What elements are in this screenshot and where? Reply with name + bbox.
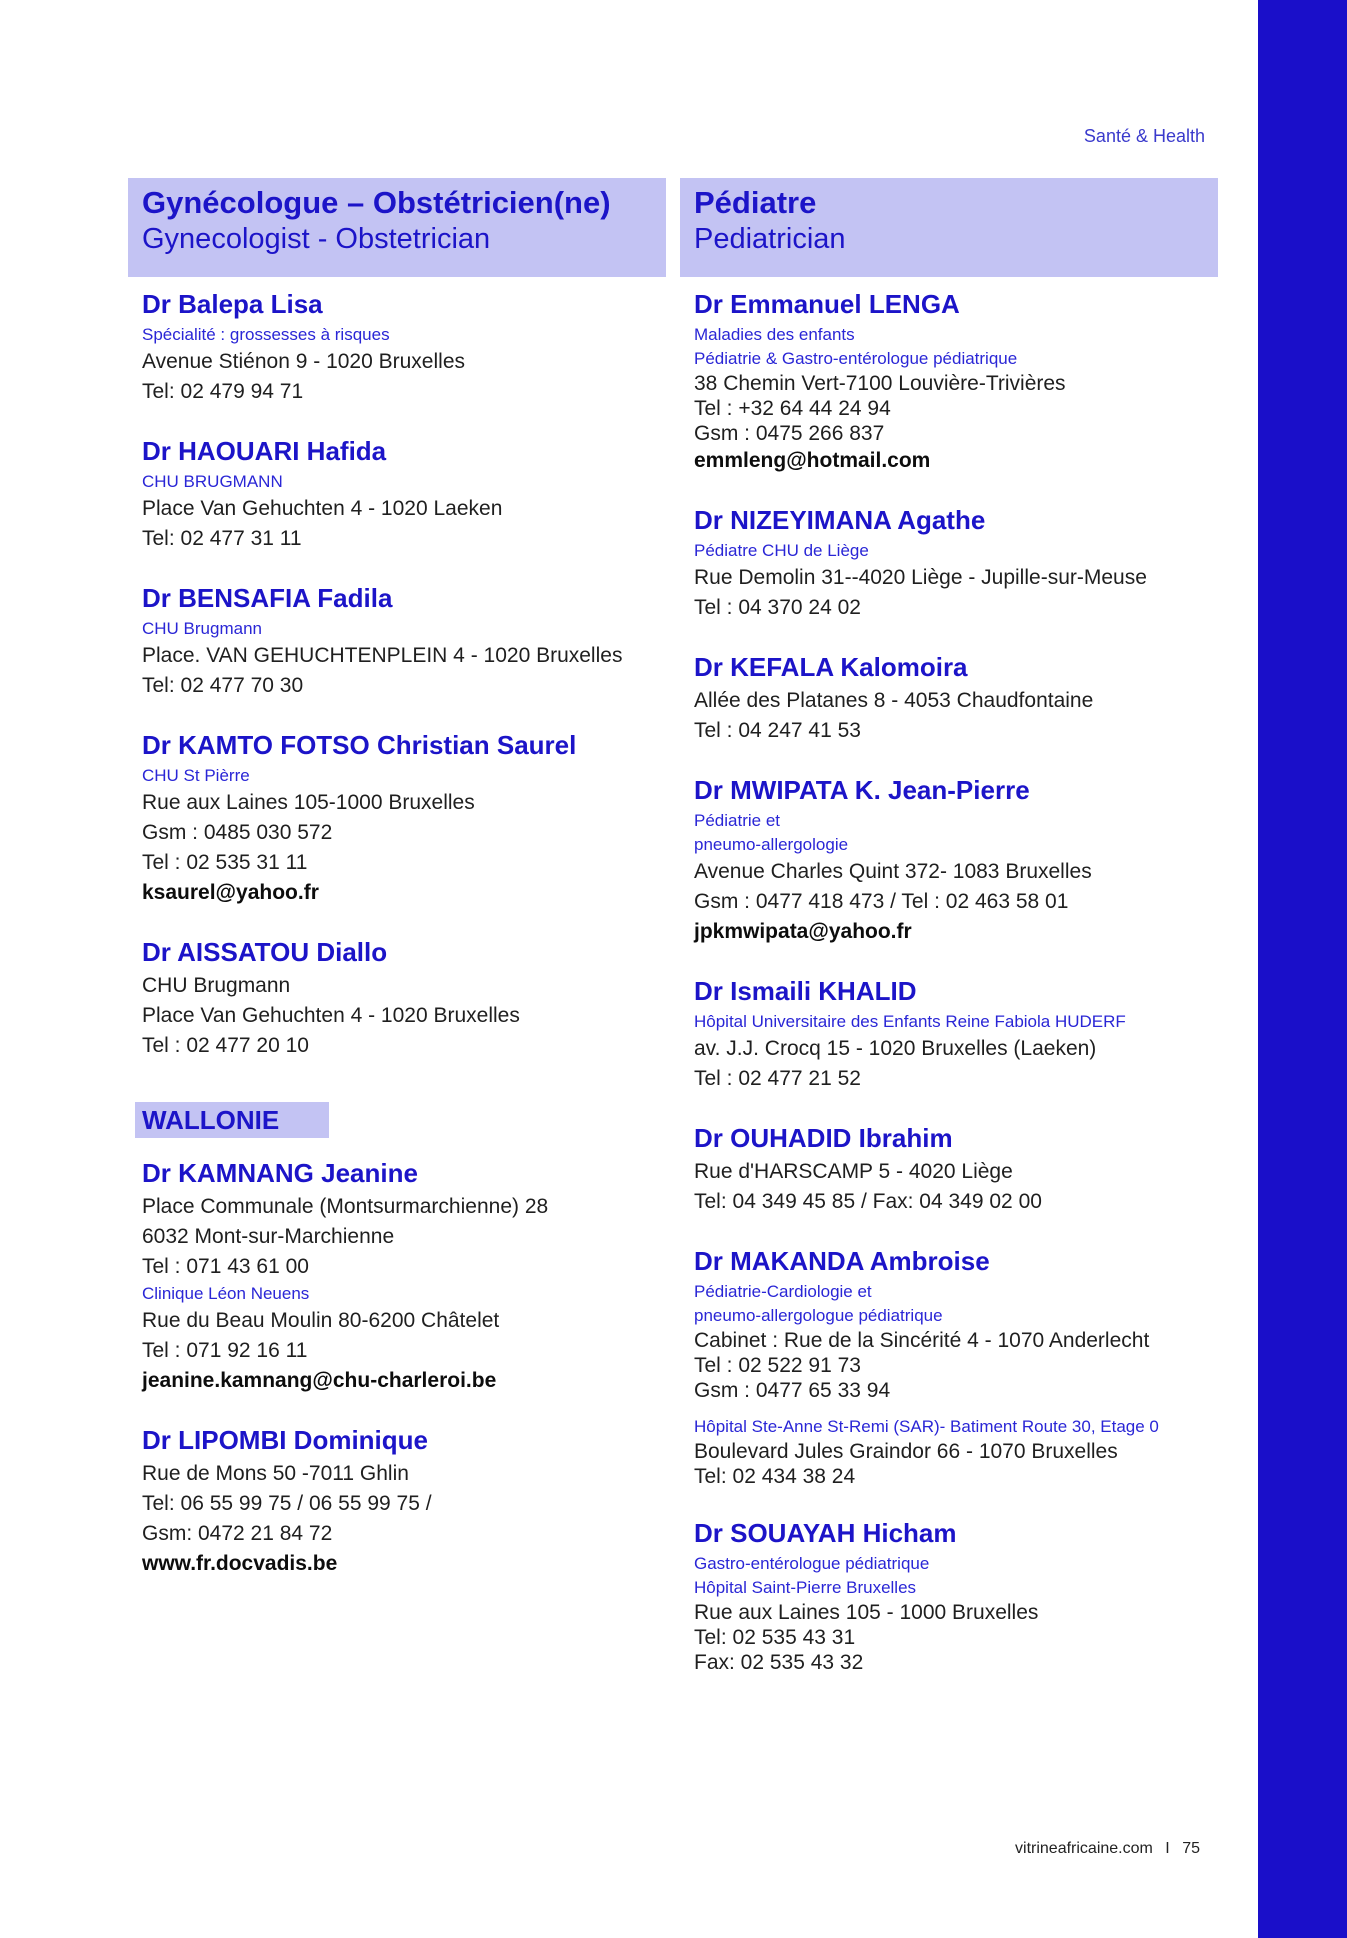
doctor-phone: Tel: 02 479 94 71 [142,380,304,403]
doctor-address: Allée des Platanes 8 - 4053 Chaudfontaine [694,689,1094,712]
section-tag: Santé & Health [1083,126,1205,146]
doctor-entry [694,1121,1204,1217]
doctor-email[interactable]: ksaurel@yahoo.fr [142,881,319,904]
doctor-name: Dr KAMTO FOTSO Christian Saurel [142,730,577,760]
doctor-address: Rue Demolin 31--4020 Liège - Jupille-sur-Meuse [694,566,1147,589]
doctor-specialty-2: pneumo-allergologue pédiatrique [694,1306,943,1325]
doctor-entry [694,974,1204,1094]
doctor-city: 6032 Mont-sur-Marchienne [142,1225,395,1248]
doctor-name: Dr NIZEYIMANA Agathe [694,505,986,535]
doctor-specialty: Pédiatrie-Cardiologie et [694,1282,872,1301]
doctor-name: Dr HAOUARI Hafida [142,436,387,466]
doctor-email[interactable]: jeanine.kamnang@chu-charleroi.be [142,1369,497,1392]
doctor-specialty: Pédiatre CHU de Liège [694,541,869,560]
doctor-specialty: CHU Brugmann [142,619,262,638]
doctor-address: av. J.J. Crocq 15 - 1020 Bruxelles (Laeken) [694,1037,1097,1060]
doctor-phone: Tel : 071 43 61 00 [142,1255,309,1278]
doctor-phone: Tel : 02 522 91 73 [694,1354,861,1377]
doctor-entry [142,434,652,554]
doctor-address: Rue aux Laines 105-1000 Bruxelles [142,791,475,814]
doctor-entry [142,1423,652,1579]
doctor-name: Dr LIPOMBI Dominique [142,1425,428,1455]
doctor-email[interactable]: emmleng@hotmail.com [694,449,931,472]
doctor-entry [142,581,652,701]
doctor-entry [142,728,652,908]
doctor-specialty: Gastro-entérologue pédiatrique [694,1554,930,1573]
doctor-hospital: Hôpital Saint-Pierre Bruxelles [694,1578,917,1597]
doctor-specialty: Spécialité : grossesses à risques [142,325,390,344]
doctor-phone: Tel: 02 477 70 30 [142,674,304,697]
doctor-address: Place Communale (Montsurmarchienne) 28 [142,1195,549,1218]
doctor-address: Place. VAN GEHUCHTENPLEIN 4 - 1020 Bruxelles [142,644,623,667]
doctor-name: Dr MAKANDA Ambroise [694,1246,990,1276]
doctor-fax: Fax: 02 535 43 32 [694,1651,864,1674]
doctor-website[interactable]: www.fr.docvadis.be [142,1552,338,1575]
doctor-phone: Tel : +32 64 44 24 94 [694,397,891,420]
doctor-name: Dr Balepa Lisa [142,289,323,319]
doctor-address: Place Van Gehuchten 4 - 1020 Bruxelles [142,1004,520,1027]
doctor-mobile: Gsm: 0472 21 84 72 [142,1522,333,1545]
page-number: 75 [1182,1840,1200,1857]
doctor-name: Dr AISSATOU Diallo [142,937,388,967]
doctor-mobile: Gsm : 0485 030 572 [142,821,333,844]
column-title-en: Gynecologist - Obstetrician [142,223,491,255]
doctor-hospital: Hôpital Universitaire des Enfants Reine Fabiola HUDERF [694,1012,1126,1031]
doctor-address: Rue d'HARSCAMP 5 - 4020 Liège [694,1160,1013,1183]
doctor-phone: Tel: 02 477 31 11 [142,527,302,550]
doctor-phone: Gsm : 0477 418 473 / Tel : 02 463 58 01 [694,890,1069,913]
doctor-name: Dr KAMNANG Jeanine [142,1158,418,1188]
doctor-address: 38 Chemin Vert-7100 Louvière-Trivières [694,372,1066,395]
doctor-address-2: Rue du Beau Moulin 80-6200 Châtelet [142,1309,500,1332]
doctor-name: Dr KEFALA Kalomoira [694,652,968,682]
doctor-entry [694,503,1204,623]
column-header [128,178,666,277]
doctor-address: Rue aux Laines 105 - 1000 Bruxelles [694,1601,1039,1624]
doctor-entry [694,1516,1204,1675]
doctor-entry [694,287,1204,476]
doctor-mobile: Gsm : 0477 65 33 94 [694,1379,891,1402]
doctor-hospital: CHU Brugmann [142,974,291,997]
doctor-phone-2: Tel : 071 92 16 11 [142,1339,308,1362]
doctor-entry [694,650,1204,746]
doctor-mobile: Gsm : 0475 266 837 [694,422,885,445]
doctor-entry [142,287,652,407]
doctor-phone: Tel : 04 370 24 02 [694,596,861,619]
doctor-address: Place Van Gehuchten 4 - 1020 Laeken [142,497,503,520]
doctor-name: Dr OUHADID Ibrahim [694,1123,953,1153]
doctor-address: Avenue Charles Quint 372- 1083 Bruxelles [694,860,1092,883]
doctor-phone: Tel : 02 477 20 10 [142,1034,309,1057]
doctor-entry [142,935,652,1061]
doctor-hospital: Hôpital Ste-Anne St-Remi (SAR)- Batiment Route 30, Etage 0 [694,1417,1159,1436]
spacer [694,1403,1204,1415]
doctor-phone: Tel: 06 55 99 75 / 06 55 99 75 / [142,1492,432,1515]
column-title-fr: Pédiatre [694,185,817,220]
doctor-list [128,277,666,1579]
footer-separator: I [1165,1840,1170,1857]
doctor-address: Rue de Mons 50 -7011 Ghlin [142,1462,409,1485]
doctor-specialty: CHU BRUGMANN [142,472,283,491]
footer-site[interactable]: vitrineafricaine.com [1015,1840,1153,1857]
doctor-entry [694,773,1204,947]
doctor-specialty: CHU St Pièrre [142,766,250,785]
column-pediatrician [680,178,1218,1702]
column-gynecologist [128,178,666,1606]
doctor-specialty-2: Pédiatrie & Gastro-entérologue pédiatrique [694,349,1018,368]
doctor-address-2: Boulevard Jules Graindor 66 - 1070 Bruxelles [694,1440,1118,1463]
column-title-en: Pediatrician [694,223,846,255]
doctor-entry [142,1156,652,1396]
doctor-specialty-2: pneumo-allergologie [694,835,849,854]
doctor-specialty: Maladies des enfants [694,325,855,344]
doctor-address: Avenue Stiénon 9 - 1020 Bruxelles [142,350,465,373]
doctor-list [680,277,1218,1675]
doctor-phone: Tel : 02 535 31 11 [142,851,308,874]
doctor-name: Dr Emmanuel LENGA [694,289,960,319]
doctor-name: Dr BENSAFIA Fadila [142,583,393,613]
region-heading: WALLONIE [135,1102,329,1138]
doctor-phone: Tel: 02 535 43 31 [694,1626,856,1649]
doctor-phone: Tel : 04 247 41 53 [694,719,861,742]
doctor-phone: Tel : 02 477 21 52 [694,1067,861,1090]
doctor-email[interactable]: jpkmwipata@yahoo.fr [694,920,912,943]
doctor-clinic: Clinique Léon Neuens [142,1284,310,1303]
doctor-address: Cabinet : Rue de la Sincérité 4 - 1070 Anderlecht [694,1329,1150,1352]
doctor-name: Dr SOUAYAH Hicham [694,1518,957,1548]
doctor-phone-2: Tel: 02 434 38 24 [694,1465,856,1488]
page-edge-band [1258,0,1347,1938]
page-footer [960,1840,1200,1858]
doctor-name: Dr MWIPATA K. Jean-Pierre [694,775,1030,805]
doctor-name: Dr Ismaili KHALID [694,976,917,1006]
column-header [680,178,1218,277]
column-title-fr: Gynécologue – Obstétricien(ne) [142,185,611,220]
doctor-phone: Tel: 04 349 45 85 / Fax: 04 349 02 00 [694,1190,1042,1213]
doctor-entry [694,1244,1204,1489]
doctor-specialty: Pédiatrie et [694,811,780,830]
